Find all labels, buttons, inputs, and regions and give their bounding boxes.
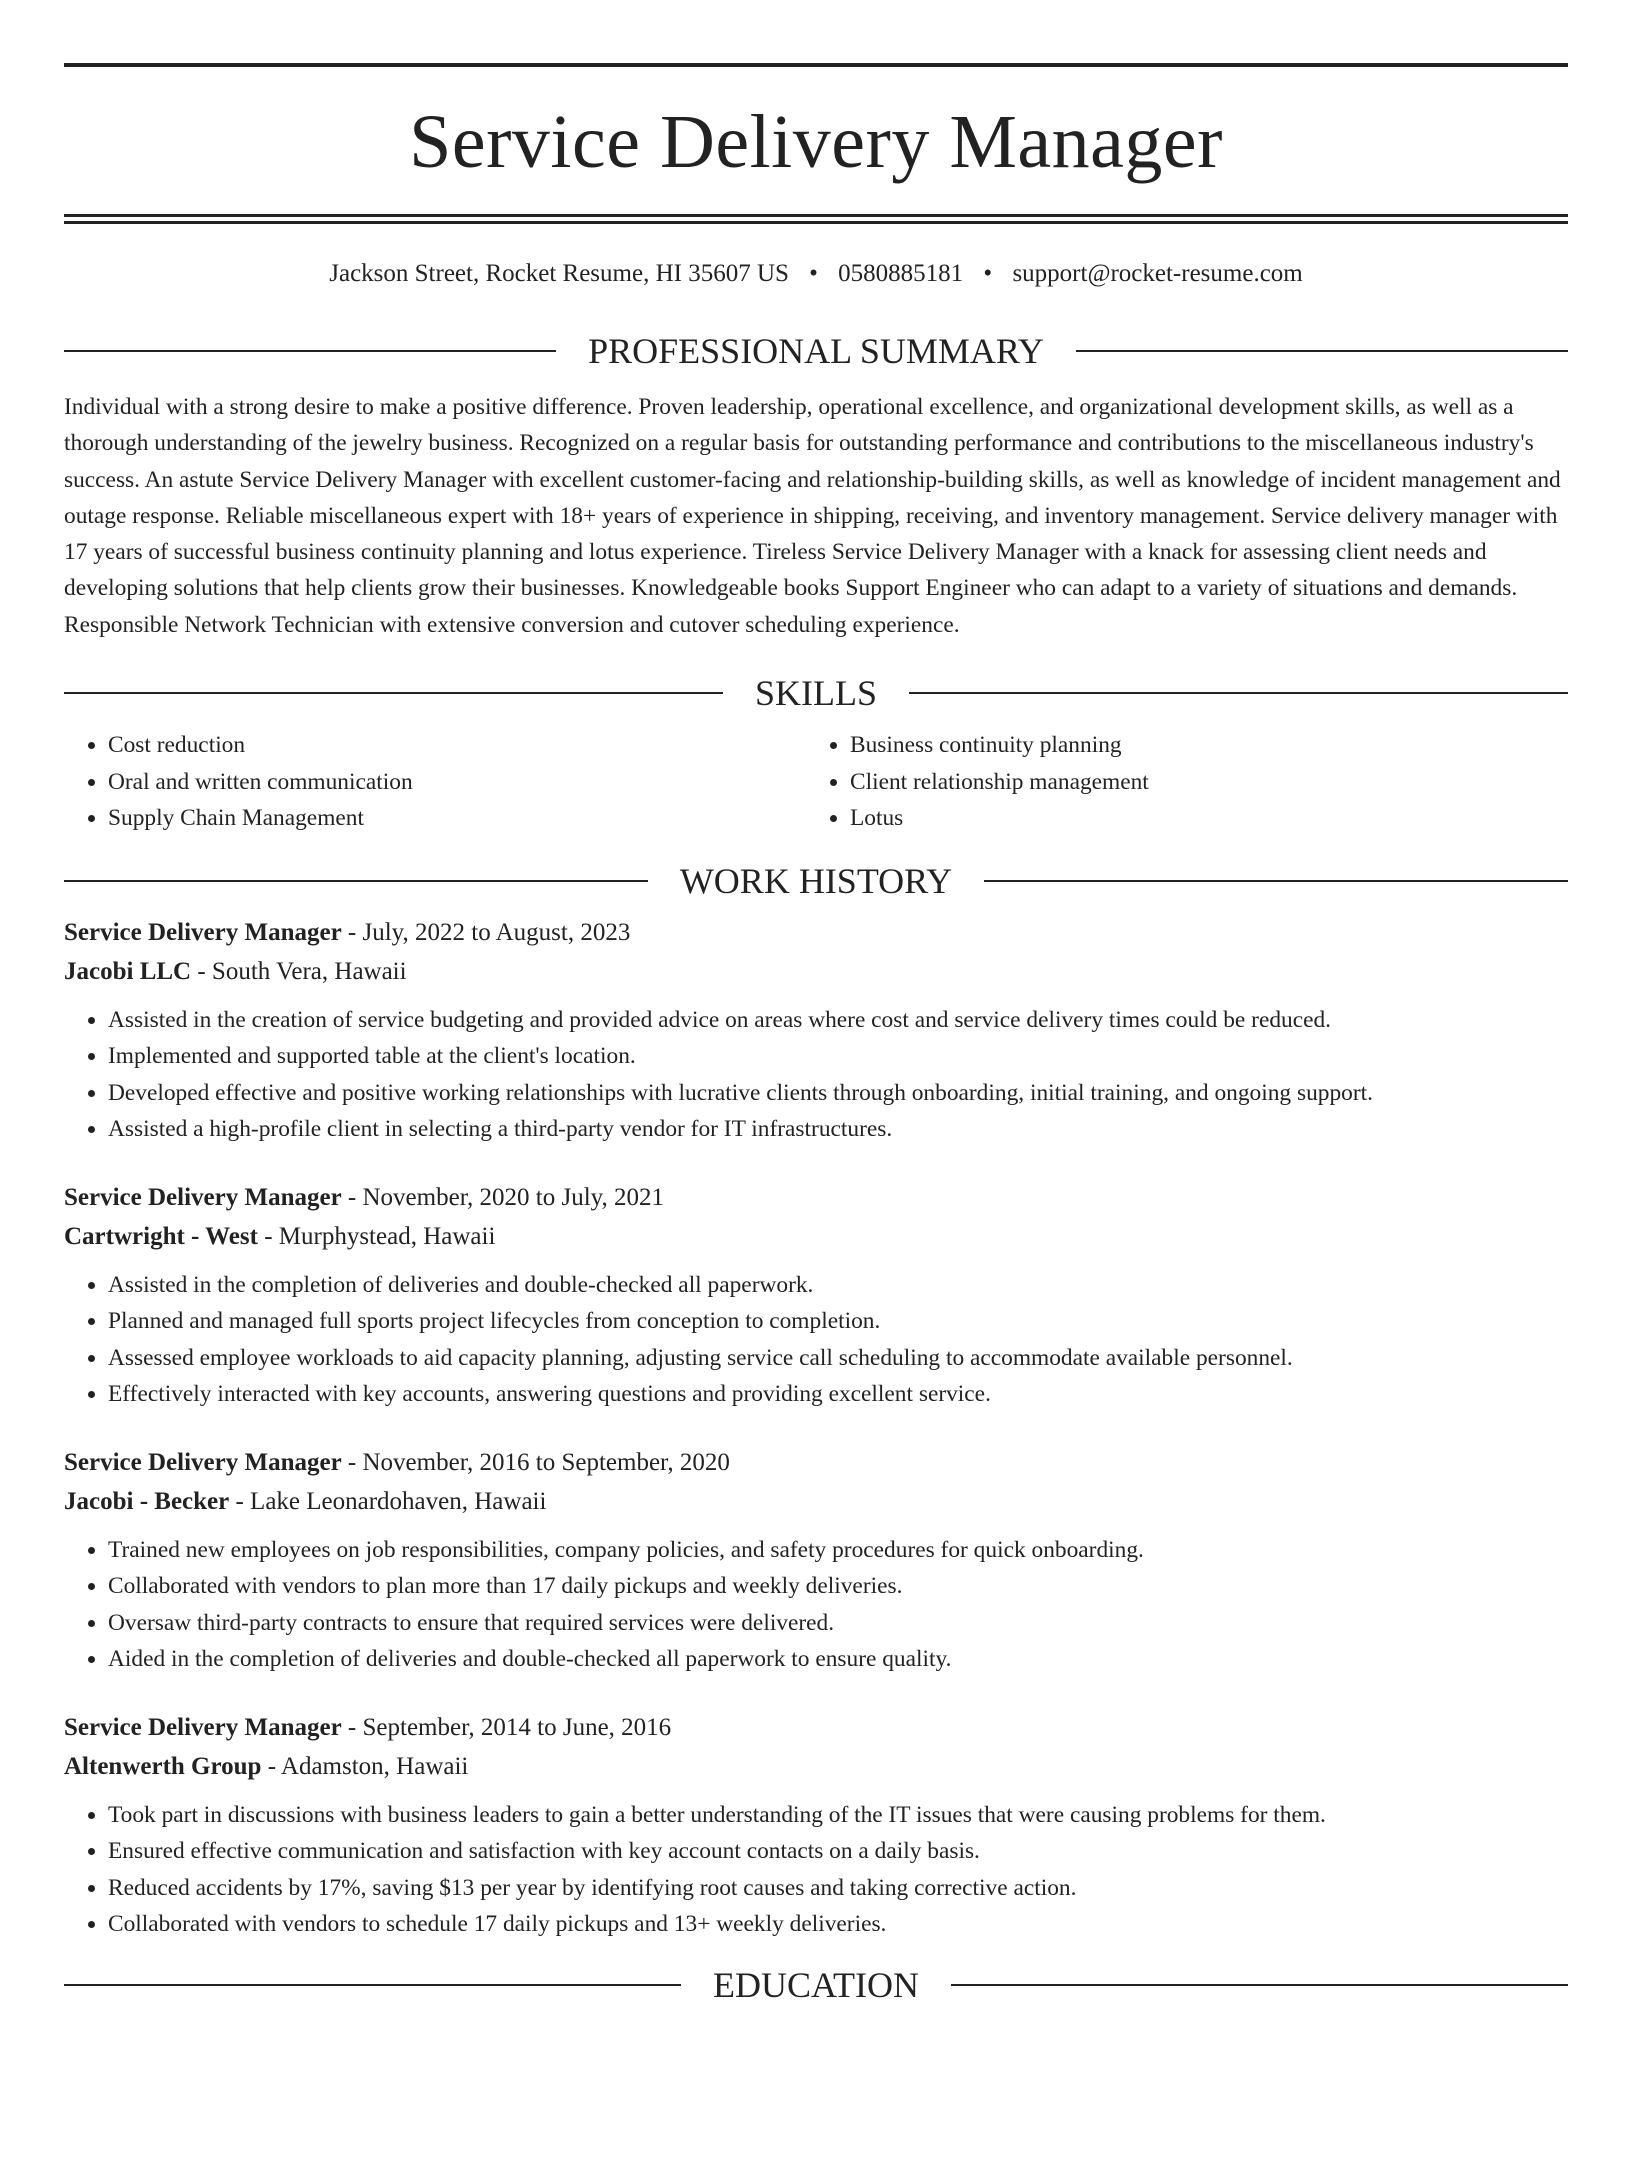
job-bullet: • Trained new employees on job responsibilities, company policies, and safety procedures for quick onboarding. <box>108 1532 1568 1569</box>
job-company: Jacobi - Becker <box>64 1487 230 1515</box>
job-bullet: • Assessed employee workloads to aid capacity planning, adjusting service call scheduling to accommodate available personnel. <box>108 1340 1568 1377</box>
section-rule-right <box>984 880 1568 882</box>
job-bullet: • Assisted a high-profile client in selecting a third-party vendor for IT infrastructures. <box>108 1111 1568 1148</box>
work-section-header <box>64 859 1568 903</box>
double-rule <box>64 214 1568 224</box>
job-title-line <box>64 1178 1568 1217</box>
summary-section-header <box>64 329 1568 373</box>
job-entry <box>64 913 1568 1148</box>
job-dates: - July, 2022 to August, 2023 <box>341 918 631 946</box>
contact-line <box>64 259 1568 289</box>
skill-item: • Supply Chain Management <box>108 800 806 837</box>
job-title-line <box>64 913 1568 952</box>
section-rule-right <box>951 1984 1568 1986</box>
job-entry <box>64 1178 1568 1413</box>
section-rule-left <box>64 880 648 882</box>
job-bullets <box>64 1532 1568 1678</box>
skills-section-header <box>64 671 1568 715</box>
skills-column-right <box>806 727 1548 837</box>
section-rule-left <box>64 1984 681 1986</box>
summary-text: Individual with a strong desire to make a positive difference. Proven leadership, operational excellence, and organizational development skills, as well as a thorough understanding of the jewelry business. Recognized on a regular basis for outstanding performance and contributions to the miscellaneous industry's success. An astute Service Delivery Manager with excellent customer-facing and relationship-building skills, as well as knowledge of incident management and outage response. Reliable miscellaneous expert with 18+ years of experience in shipping, receiving, and inventory management. Service delivery manager with 17 years of successful business continuity planning and lotus experience. Tireless Service Delivery Manager with a knack for assessing client needs and developing solutions that help clients grow their businesses. Knowledgeable books Support Engineer who can adapt to a variety of situations and demands. Responsible Network Technician with extensive conversion and cutover scheduling experience. <box>64 394 1561 638</box>
skills-list <box>64 727 1568 837</box>
skill-item: • Client relationship management <box>850 764 1548 801</box>
job-bullet: • Collaborated with vendors to plan more than 17 daily pickups and weekly deliveries. <box>108 1568 1568 1605</box>
contact-separator: • <box>983 260 993 287</box>
skill-item: • Oral and written communication <box>108 764 806 801</box>
job-title-line <box>64 1443 1568 1482</box>
contact-separator: • <box>809 260 818 287</box>
job-bullet: • Oversaw third-party contracts to ensure that required services were delivered. <box>108 1605 1568 1642</box>
contact-email: support@rocket-resume.com <box>1012 260 1303 287</box>
skill-item: • Business continuity planning <box>850 727 1548 764</box>
job-title: Service Delivery Manager <box>64 918 342 946</box>
job-bullet: • Assisted in the creation of service budgeting and provided advice on areas where cost and service delivery times could be reduced. <box>108 1002 1568 1039</box>
job-company-line <box>64 1482 1568 1521</box>
job-title-line <box>64 1708 1568 1747</box>
job-location: - South Vera, Hawaii <box>191 957 407 985</box>
job-title: Service Delivery Manager <box>64 1183 342 1211</box>
job-bullet: • Aided in the completion of deliveries and double-checked all paperwork to ensure quality. <box>108 1641 1568 1678</box>
job-bullet: • Took part in discussions with business leaders to gain a better understanding of the IT issues that were causing problems for them. <box>108 1797 1568 1834</box>
job-bullet: • Reduced accidents by 17%, saving $13 per year by identifying root causes and taking corrective action. <box>108 1870 1568 1907</box>
job-company-line <box>64 952 1568 991</box>
education-section-header <box>64 1963 1568 2007</box>
section-rule-right <box>1076 350 1568 352</box>
job-entry <box>64 1443 1568 1678</box>
job-location: - Murphystead, Hawaii <box>257 1222 496 1250</box>
job-location: - Lake Leonardohaven, Hawaii <box>229 1487 547 1515</box>
job-entry <box>64 1708 1568 1943</box>
job-company-line <box>64 1747 1568 1786</box>
resume-page <box>0 63 1632 2175</box>
job-bullet: • Effectively interacted with key accounts, answering questions and providing excellent service. <box>108 1376 1568 1413</box>
job-bullet: • Developed effective and positive working relationships with lucrative clients through onboarding, initial training, and ongoing support. <box>108 1075 1568 1112</box>
education-section-title: EDUCATION <box>713 1964 919 2005</box>
job-bullet: • Ensured effective communication and satisfaction with key account contacts on a daily basis. <box>108 1833 1568 1870</box>
candidate-name: Service Delivery Manager <box>409 100 1223 184</box>
section-rule-left <box>64 692 723 694</box>
job-dates: - November, 2016 to September, 2020 <box>341 1448 730 1476</box>
job-bullets <box>64 1797 1568 1943</box>
job-bullets <box>64 1267 1568 1413</box>
section-rule-left <box>64 350 556 352</box>
skills-section-title: SKILLS <box>755 673 878 714</box>
skills-column-left <box>64 727 806 837</box>
skill-item: • Cost reduction <box>108 727 806 764</box>
job-title: Service Delivery Manager <box>64 1713 342 1741</box>
job-bullet: • Assisted in the completion of deliveries and double-checked all paperwork. <box>108 1267 1568 1304</box>
job-company: Altenwerth Group <box>64 1752 262 1780</box>
job-bullet: • Implemented and supported table at the client's location. <box>108 1038 1568 1075</box>
skill-item: • Lotus <box>850 800 1548 837</box>
job-dates: - September, 2014 to June, 2016 <box>341 1713 672 1741</box>
job-company: Jacobi LLC <box>64 957 192 985</box>
job-company: Cartwright - West <box>64 1222 258 1250</box>
contact-phone: 0580885181 <box>838 260 964 287</box>
work-section-title: WORK HISTORY <box>679 860 953 901</box>
job-company-line <box>64 1217 1568 1256</box>
job-dates: - November, 2020 to July, 2021 <box>341 1183 665 1211</box>
contact-address: Jackson Street, Rocket Resume, HI 35607 US <box>329 260 789 287</box>
job-location: - Adamston, Hawaii <box>261 1752 469 1780</box>
job-bullets <box>64 1002 1568 1148</box>
section-rule-right <box>909 692 1568 694</box>
job-bullet: • Planned and managed full sports project lifecycles from conception to completion. <box>108 1303 1568 1340</box>
summary-section-title: PROFESSIONAL SUMMARY <box>588 331 1044 371</box>
job-bullet: • Collaborated with vendors to schedule 17 daily pickups and 13+ weekly deliveries. <box>108 1906 1568 1943</box>
top-rule <box>64 63 1568 67</box>
job-title: Service Delivery Manager <box>64 1448 342 1476</box>
